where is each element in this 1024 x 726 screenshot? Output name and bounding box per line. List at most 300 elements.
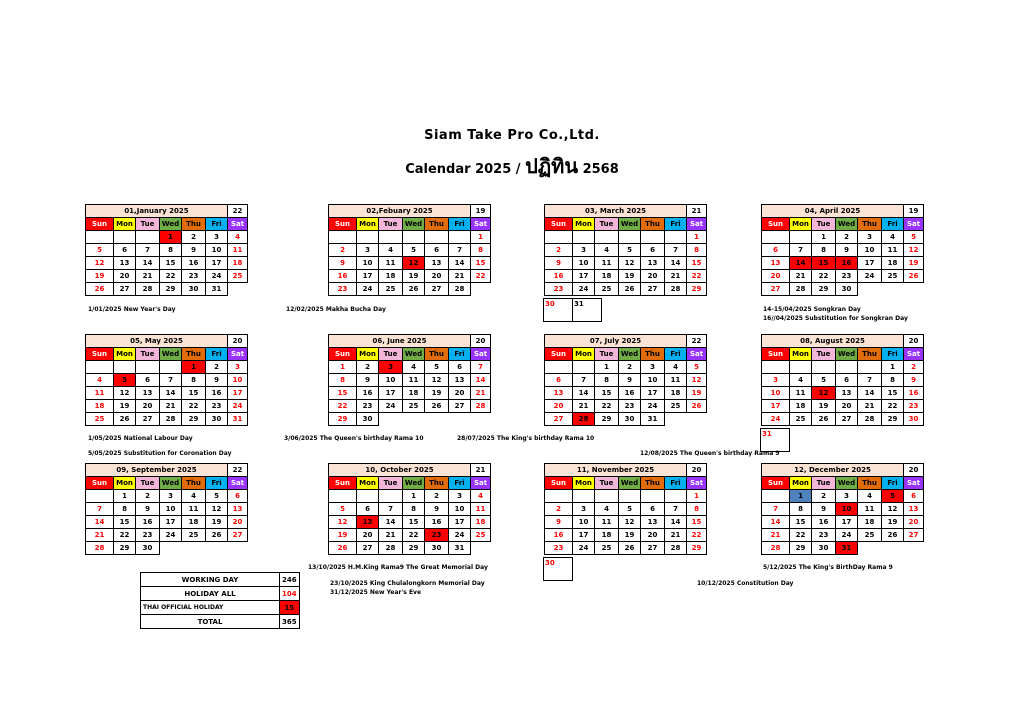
date-cell[interactable]: 3 <box>357 244 379 257</box>
date-cell[interactable]: 26 <box>619 283 641 296</box>
date-cell[interactable]: 4 <box>182 490 206 503</box>
date-cell[interactable]: 3 <box>449 490 471 503</box>
date-cell[interactable]: 24 <box>160 529 182 542</box>
date-cell[interactable]: 7 <box>379 503 403 516</box>
date-cell[interactable]: 17 <box>858 257 882 270</box>
date-cell[interactable]: 21 <box>379 529 403 542</box>
date-cell[interactable]: 1 <box>403 490 425 503</box>
date-cell[interactable]: 7 <box>665 244 687 257</box>
date-cell[interactable]: 28 <box>665 283 687 296</box>
date-cell[interactable]: 3 <box>160 490 182 503</box>
date-cell[interactable]: 1 <box>687 490 707 503</box>
date-cell[interactable]: 1 <box>114 490 136 503</box>
date-cell[interactable]: 17 <box>836 516 858 529</box>
date-cell[interactable]: 26 <box>904 270 924 283</box>
date-cell[interactable]: 5 <box>619 244 641 257</box>
date-cell[interactable]: 13 <box>114 257 136 270</box>
date-cell[interactable]: 14 <box>449 257 471 270</box>
date-cell[interactable]: 14 <box>665 257 687 270</box>
date-cell[interactable]: 13 <box>762 257 790 270</box>
date-cell[interactable]: 14 <box>471 374 491 387</box>
date-cell[interactable]: 24 <box>573 283 595 296</box>
date-cell[interactable]: 28 <box>858 413 882 426</box>
date-cell[interactable]: 16 <box>545 270 573 283</box>
date-cell[interactable]: 10 <box>228 374 248 387</box>
date-cell[interactable]: 1 <box>471 231 491 244</box>
date-cell[interactable]: 2 <box>904 361 924 374</box>
date-cell[interactable]: 11 <box>471 503 491 516</box>
date-cell[interactable]: 10 <box>357 257 379 270</box>
date-cell[interactable]: 27 <box>545 413 573 426</box>
date-cell[interactable]: 11 <box>379 257 403 270</box>
date-cell[interactable]: 10 <box>379 374 403 387</box>
date-cell[interactable]: 25 <box>228 270 248 283</box>
date-cell[interactable]: 13 <box>228 503 248 516</box>
date-cell[interactable]: 17 <box>357 270 379 283</box>
date-cell[interactable]: 14 <box>762 516 790 529</box>
date-cell[interactable]: 16 <box>206 387 228 400</box>
date-cell[interactable]: 4 <box>858 490 882 503</box>
date-cell[interactable]: 4 <box>595 244 619 257</box>
date-cell[interactable]: 20 <box>545 400 573 413</box>
date-cell[interactable]: 20 <box>357 529 379 542</box>
date-cell[interactable]: 11 <box>86 387 114 400</box>
date-cell[interactable]: 13 <box>904 503 924 516</box>
date-cell[interactable]: 14 <box>790 257 812 270</box>
date-cell[interactable]: 8 <box>882 374 904 387</box>
date-cell[interactable]: 4 <box>403 361 425 374</box>
date-cell[interactable]: 16 <box>545 529 573 542</box>
date-cell[interactable]: 2 <box>206 361 228 374</box>
date-cell[interactable]: 24 <box>573 542 595 555</box>
date-cell[interactable]: 8 <box>687 503 707 516</box>
date-cell[interactable]: 22 <box>182 400 206 413</box>
date-cell[interactable]: 4 <box>379 244 403 257</box>
date-cell[interactable]: 7 <box>573 374 595 387</box>
date-cell[interactable]: 7 <box>449 244 471 257</box>
date-cell[interactable]: 31 <box>206 283 228 296</box>
date-cell[interactable]: 16 <box>836 257 858 270</box>
date-cell[interactable]: 19 <box>329 529 357 542</box>
date-cell[interactable]: 28 <box>471 400 491 413</box>
date-cell[interactable]: 8 <box>471 244 491 257</box>
date-cell[interactable]: 26 <box>329 542 357 555</box>
date-cell[interactable]: 9 <box>182 244 206 257</box>
date-cell[interactable]: 1 <box>595 361 619 374</box>
date-cell[interactable]: 30 <box>425 542 449 555</box>
date-cell[interactable]: 20 <box>228 516 248 529</box>
date-cell[interactable]: 24 <box>206 270 228 283</box>
date-cell[interactable]: 28 <box>762 542 790 555</box>
date-cell[interactable]: 2 <box>425 490 449 503</box>
date-cell[interactable]: 11 <box>858 503 882 516</box>
date-cell[interactable]: 6 <box>425 244 449 257</box>
date-cell[interactable]: 6 <box>836 374 858 387</box>
date-cell[interactable]: 25 <box>595 542 619 555</box>
date-cell[interactable]: 19 <box>403 270 425 283</box>
date-cell[interactable]: 20 <box>425 270 449 283</box>
date-cell[interactable]: 12 <box>619 516 641 529</box>
date-cell[interactable]: 22 <box>471 270 491 283</box>
date-cell[interactable]: 3 <box>762 374 790 387</box>
date-cell[interactable]: 14 <box>665 516 687 529</box>
date-cell[interactable]: 13 <box>449 374 471 387</box>
date-cell[interactable]: 2 <box>812 490 836 503</box>
date-cell[interactable]: 4 <box>228 231 248 244</box>
date-cell[interactable]: 27 <box>641 542 665 555</box>
date-cell[interactable]: 8 <box>329 374 357 387</box>
date-cell[interactable]: 15 <box>790 516 812 529</box>
date-cell[interactable]: 5 <box>329 503 357 516</box>
date-cell[interactable]: 9 <box>904 374 924 387</box>
date-cell[interactable]: 8 <box>595 374 619 387</box>
date-cell[interactable]: 10 <box>573 257 595 270</box>
date-cell[interactable]: 20 <box>762 270 790 283</box>
date-cell[interactable]: 20 <box>836 400 858 413</box>
date-cell[interactable]: 24 <box>836 529 858 542</box>
date-cell[interactable]: 5 <box>86 244 114 257</box>
date-cell[interactable]: 3 <box>379 361 403 374</box>
date-cell[interactable]: 31 <box>449 542 471 555</box>
date-cell[interactable]: 20 <box>641 270 665 283</box>
date-cell[interactable]: 12 <box>812 387 836 400</box>
date-cell[interactable]: 10 <box>160 503 182 516</box>
date-cell[interactable]: 26 <box>206 529 228 542</box>
date-cell[interactable]: 23 <box>619 400 641 413</box>
date-cell[interactable]: 18 <box>228 257 248 270</box>
date-cell[interactable]: 23 <box>182 270 206 283</box>
date-cell[interactable]: 28 <box>379 542 403 555</box>
date-cell[interactable]: 24 <box>357 283 379 296</box>
date-cell[interactable]: 21 <box>762 529 790 542</box>
date-cell[interactable]: 22 <box>687 529 707 542</box>
date-cell[interactable]: 20 <box>114 270 136 283</box>
date-cell[interactable]: 12 <box>329 516 357 529</box>
date-cell[interactable]: 26 <box>86 283 114 296</box>
date-cell[interactable]: 29 <box>595 413 619 426</box>
date-cell[interactable]: 15 <box>595 387 619 400</box>
date-cell[interactable]: 6 <box>641 244 665 257</box>
date-cell[interactable]: 23 <box>812 529 836 542</box>
date-cell[interactable]: 12 <box>882 503 904 516</box>
date-cell[interactable]: 14 <box>573 387 595 400</box>
date-cell[interactable]: 17 <box>449 516 471 529</box>
date-cell[interactable]: 4 <box>595 503 619 516</box>
date-cell[interactable]: 17 <box>573 270 595 283</box>
date-cell[interactable]: 20 <box>136 400 160 413</box>
date-cell[interactable]: 8 <box>403 503 425 516</box>
date-cell[interactable]: 23 <box>357 400 379 413</box>
date-cell[interactable]: 25 <box>858 529 882 542</box>
date-cell[interactable]: 19 <box>619 270 641 283</box>
date-cell[interactable]: 2 <box>545 244 573 257</box>
date-cell[interactable]: 23 <box>904 400 924 413</box>
date-cell[interactable]: 21 <box>665 270 687 283</box>
date-cell[interactable]: 15 <box>687 257 707 270</box>
date-cell[interactable]: 19 <box>904 257 924 270</box>
date-cell[interactable]: 15 <box>882 387 904 400</box>
date-cell[interactable]: 7 <box>136 244 160 257</box>
date-cell[interactable]: 30 <box>812 542 836 555</box>
date-cell[interactable]: 25 <box>595 283 619 296</box>
date-cell[interactable]: 10 <box>836 503 858 516</box>
date-cell[interactable]: 23 <box>136 529 160 542</box>
date-cell[interactable]: 25 <box>379 283 403 296</box>
date-cell[interactable]: 22 <box>790 529 812 542</box>
date-cell[interactable]: 2 <box>182 231 206 244</box>
date-cell[interactable]: 25 <box>182 529 206 542</box>
date-cell[interactable]: 12 <box>403 257 425 270</box>
date-cell[interactable]: 27 <box>836 413 858 426</box>
date-cell[interactable]: 2 <box>329 244 357 257</box>
date-cell[interactable]: 4 <box>471 490 491 503</box>
date-cell[interactable]: 15 <box>403 516 425 529</box>
date-cell[interactable]: 2 <box>836 231 858 244</box>
date-cell[interactable]: 1 <box>882 361 904 374</box>
date-cell[interactable]: 30 <box>182 283 206 296</box>
date-cell[interactable]: 10 <box>762 387 790 400</box>
date-cell[interactable]: 22 <box>595 400 619 413</box>
date-cell[interactable]: 29 <box>403 542 425 555</box>
date-cell[interactable]: 17 <box>641 387 665 400</box>
date-cell[interactable]: 27 <box>762 283 790 296</box>
date-cell[interactable]: 9 <box>357 374 379 387</box>
date-cell[interactable]: 29 <box>329 413 357 426</box>
date-cell[interactable]: 31 <box>228 413 248 426</box>
date-cell[interactable]: 11 <box>882 244 904 257</box>
date-cell[interactable]: 24 <box>449 529 471 542</box>
date-cell[interactable]: 19 <box>425 387 449 400</box>
date-cell[interactable]: 26 <box>882 529 904 542</box>
date-cell[interactable]: 11 <box>182 503 206 516</box>
date-cell[interactable]: 6 <box>641 503 665 516</box>
date-cell[interactable]: 1 <box>790 490 812 503</box>
date-cell[interactable]: 4 <box>86 374 114 387</box>
date-cell[interactable]: 25 <box>86 413 114 426</box>
date-cell[interactable]: 12 <box>114 387 136 400</box>
date-cell[interactable]: 25 <box>665 400 687 413</box>
date-cell[interactable]: 10 <box>573 516 595 529</box>
date-cell[interactable]: 23 <box>329 283 357 296</box>
date-cell[interactable]: 23 <box>206 400 228 413</box>
date-cell[interactable]: 29 <box>160 283 182 296</box>
date-cell[interactable]: 6 <box>114 244 136 257</box>
date-cell[interactable]: 5 <box>206 490 228 503</box>
date-cell[interactable]: 5 <box>904 231 924 244</box>
date-cell[interactable]: 11 <box>790 387 812 400</box>
date-cell[interactable]: 9 <box>329 257 357 270</box>
date-cell[interactable]: 29 <box>790 542 812 555</box>
date-cell[interactable]: 16 <box>812 516 836 529</box>
date-cell[interactable]: 13 <box>641 516 665 529</box>
date-cell[interactable]: 15 <box>182 387 206 400</box>
date-cell[interactable]: 9 <box>812 503 836 516</box>
date-cell[interactable]: 2 <box>357 361 379 374</box>
date-cell[interactable]: 6 <box>136 374 160 387</box>
date-cell[interactable]: 2 <box>545 503 573 516</box>
date-cell[interactable]: 1 <box>329 361 357 374</box>
date-cell[interactable]: 4 <box>665 361 687 374</box>
date-cell[interactable]: 29 <box>182 413 206 426</box>
date-cell[interactable]: 26 <box>812 413 836 426</box>
date-cell[interactable]: 16 <box>329 270 357 283</box>
date-cell[interactable]: 5 <box>425 361 449 374</box>
date-cell[interactable]: 8 <box>687 244 707 257</box>
date-cell[interactable]: 2 <box>136 490 160 503</box>
date-cell[interactable]: 19 <box>619 529 641 542</box>
date-cell[interactable]: 27 <box>136 413 160 426</box>
date-cell[interactable]: 18 <box>403 387 425 400</box>
date-cell[interactable]: 25 <box>403 400 425 413</box>
date-cell[interactable]: 27 <box>449 400 471 413</box>
date-cell[interactable]: 11 <box>403 374 425 387</box>
date-cell[interactable]: 17 <box>228 387 248 400</box>
date-cell[interactable]: 5 <box>687 361 707 374</box>
date-cell[interactable]: 15 <box>329 387 357 400</box>
date-cell[interactable]: 28 <box>160 413 182 426</box>
date-cell[interactable]: 18 <box>471 516 491 529</box>
date-cell[interactable]: 3 <box>858 231 882 244</box>
date-cell[interactable]: 9 <box>206 374 228 387</box>
date-cell[interactable]: 18 <box>790 400 812 413</box>
date-cell[interactable]: 7 <box>86 503 114 516</box>
date-cell[interactable]: 17 <box>160 516 182 529</box>
date-cell[interactable]: 11 <box>595 516 619 529</box>
date-cell[interactable]: 27 <box>114 283 136 296</box>
date-cell[interactable]: 13 <box>641 257 665 270</box>
date-cell[interactable]: 12 <box>206 503 228 516</box>
date-cell[interactable]: 5 <box>882 490 904 503</box>
date-cell[interactable]: 9 <box>545 516 573 529</box>
date-cell[interactable]: 17 <box>762 400 790 413</box>
date-cell[interactable]: 18 <box>858 516 882 529</box>
date-cell[interactable]: 29 <box>687 283 707 296</box>
date-cell[interactable]: 28 <box>449 283 471 296</box>
date-cell[interactable]: 25 <box>471 529 491 542</box>
date-cell[interactable]: 3 <box>228 361 248 374</box>
date-cell[interactable]: 26 <box>114 413 136 426</box>
date-cell[interactable]: 17 <box>573 529 595 542</box>
date-cell[interactable]: 9 <box>545 257 573 270</box>
date-cell[interactable]: 19 <box>114 400 136 413</box>
date-cell[interactable]: 12 <box>86 257 114 270</box>
date-cell[interactable]: 18 <box>882 257 904 270</box>
date-cell[interactable]: 30 <box>619 413 641 426</box>
date-cell[interactable]: 8 <box>160 244 182 257</box>
date-cell[interactable]: 28 <box>86 542 114 555</box>
date-cell[interactable]: 19 <box>687 387 707 400</box>
date-cell[interactable]: 7 <box>160 374 182 387</box>
date-cell[interactable]: 27 <box>425 283 449 296</box>
date-cell[interactable]: 14 <box>136 257 160 270</box>
date-cell[interactable]: 22 <box>812 270 836 283</box>
date-cell[interactable]: 22 <box>882 400 904 413</box>
date-cell[interactable]: 21 <box>136 270 160 283</box>
date-cell[interactable]: 15 <box>114 516 136 529</box>
date-cell[interactable]: 16 <box>182 257 206 270</box>
date-cell[interactable]: 1 <box>812 231 836 244</box>
date-cell[interactable]: 18 <box>595 529 619 542</box>
date-cell[interactable]: 5 <box>403 244 425 257</box>
date-cell[interactable]: 17 <box>379 387 403 400</box>
date-cell[interactable]: 30 <box>136 542 160 555</box>
date-cell[interactable]: 3 <box>206 231 228 244</box>
date-cell[interactable]: 28 <box>573 413 595 426</box>
date-cell[interactable]: 10 <box>206 244 228 257</box>
date-cell[interactable]: 7 <box>858 374 882 387</box>
date-cell[interactable]: 4 <box>790 374 812 387</box>
date-cell[interactable]: 1 <box>182 361 206 374</box>
date-cell[interactable]: 23 <box>425 529 449 542</box>
date-cell[interactable]: 21 <box>790 270 812 283</box>
date-cell[interactable]: 8 <box>812 244 836 257</box>
date-cell[interactable]: 21 <box>86 529 114 542</box>
date-cell[interactable]: 7 <box>665 503 687 516</box>
date-cell[interactable]: 6 <box>357 503 379 516</box>
date-cell[interactable]: 5 <box>114 374 136 387</box>
date-cell[interactable]: 6 <box>762 244 790 257</box>
date-cell[interactable]: 9 <box>619 374 641 387</box>
date-cell[interactable]: 29 <box>812 283 836 296</box>
date-cell[interactable]: 21 <box>573 400 595 413</box>
date-cell[interactable]: 14 <box>86 516 114 529</box>
date-cell[interactable]: 26 <box>619 542 641 555</box>
date-cell[interactable]: 6 <box>449 361 471 374</box>
date-cell[interactable]: 12 <box>687 374 707 387</box>
date-cell[interactable]: 19 <box>812 400 836 413</box>
date-cell[interactable]: 1 <box>160 231 182 244</box>
date-cell[interactable]: 21 <box>665 529 687 542</box>
date-cell[interactable]: 19 <box>86 270 114 283</box>
date-cell[interactable]: 9 <box>836 244 858 257</box>
date-cell[interactable]: 22 <box>687 270 707 283</box>
date-cell[interactable]: 29 <box>882 413 904 426</box>
date-cell[interactable]: 28 <box>790 283 812 296</box>
date-cell[interactable]: 29 <box>687 542 707 555</box>
date-cell[interactable]: 16 <box>357 387 379 400</box>
date-cell[interactable]: 13 <box>545 387 573 400</box>
date-cell[interactable]: 18 <box>379 270 403 283</box>
date-cell[interactable]: 13 <box>425 257 449 270</box>
date-cell[interactable]: 3 <box>641 361 665 374</box>
date-cell[interactable]: 9 <box>136 503 160 516</box>
date-cell[interactable]: 18 <box>182 516 206 529</box>
date-cell[interactable]: 3 <box>573 244 595 257</box>
date-cell[interactable]: 18 <box>86 400 114 413</box>
date-cell[interactable]: 8 <box>790 503 812 516</box>
date-cell[interactable]: 7 <box>790 244 812 257</box>
date-cell[interactable]: 30 <box>836 283 858 296</box>
date-cell[interactable]: 28 <box>665 542 687 555</box>
date-cell[interactable]: 21 <box>449 270 471 283</box>
date-cell[interactable]: 17 <box>206 257 228 270</box>
date-cell[interactable]: 20 <box>641 529 665 542</box>
date-cell[interactable]: 14 <box>858 387 882 400</box>
date-cell[interactable]: 15 <box>812 257 836 270</box>
date-cell[interactable]: 14 <box>160 387 182 400</box>
date-cell[interactable]: 2 <box>619 361 641 374</box>
date-cell[interactable]: 20 <box>449 387 471 400</box>
date-cell[interactable]: 27 <box>904 529 924 542</box>
date-cell[interactable]: 27 <box>228 529 248 542</box>
date-cell[interactable]: 8 <box>114 503 136 516</box>
date-cell[interactable]: 21 <box>471 387 491 400</box>
date-cell[interactable]: 16 <box>136 516 160 529</box>
date-cell[interactable]: 10 <box>641 374 665 387</box>
date-cell[interactable]: 23 <box>836 270 858 283</box>
date-cell[interactable]: 27 <box>357 542 379 555</box>
date-cell[interactable]: 6 <box>228 490 248 503</box>
